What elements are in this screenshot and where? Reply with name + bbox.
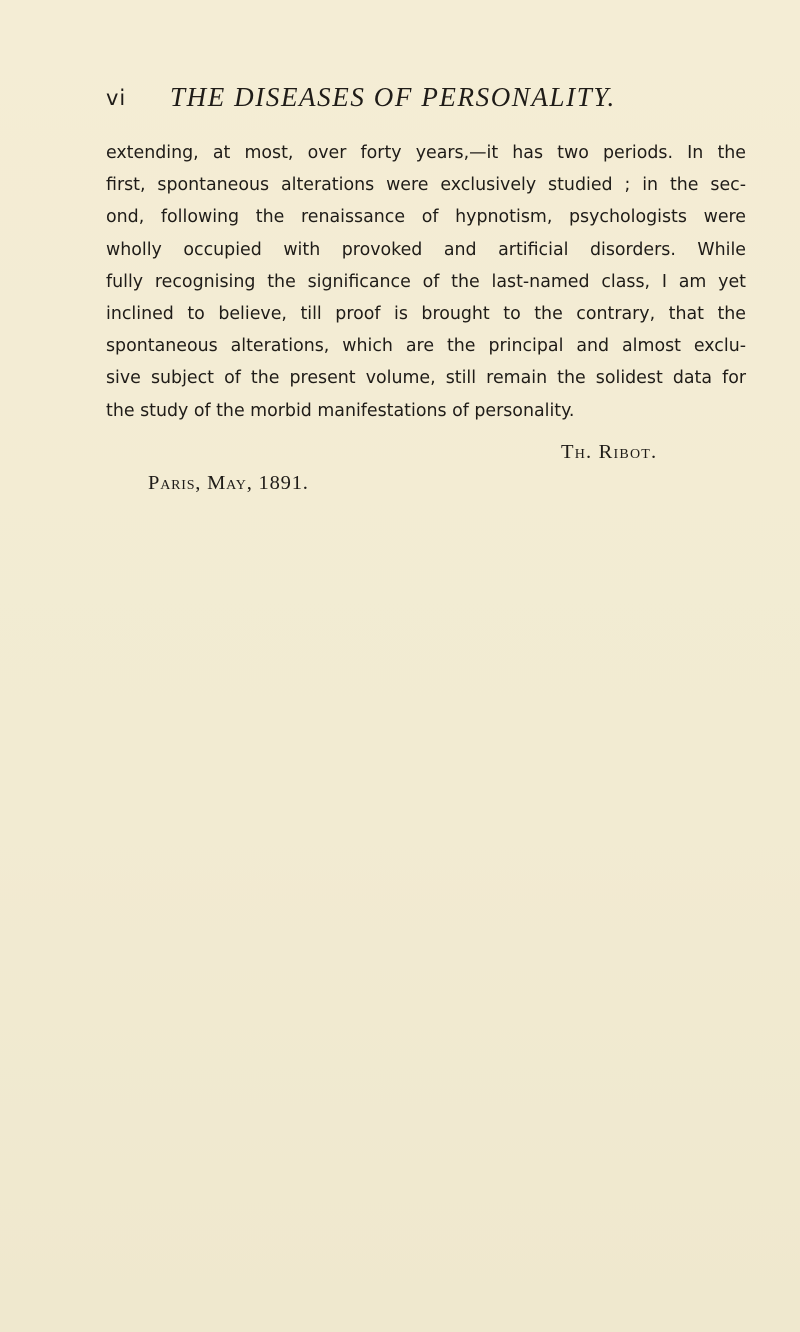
body-paragraph xyxy=(106,137,746,427)
text-line: spontaneous alterations, which are the principal and almost exclu- xyxy=(106,336,746,357)
text-line: first, spontaneous alterations were exclusively studied ; in the sec- xyxy=(106,175,746,196)
text-line: extending, at most, over forty years,—it has two periods. In the xyxy=(106,143,746,163)
text-line: fully recognising the significance of the last-named class, I am yet xyxy=(106,271,746,292)
text-line: sive subject of the present volume, still remain the solidest data for xyxy=(106,368,746,389)
text-line: wholly occupied with provoked and artificial disorders. While xyxy=(106,239,746,260)
place-and-date: Paris, May, 1891. xyxy=(148,472,309,494)
page-number: vi xyxy=(106,86,127,110)
running-head xyxy=(106,82,706,116)
running-head-title: THE DISEASES OF PERSONALITY. xyxy=(170,82,616,112)
text-line: the study of the morbid manifestations of personality. xyxy=(106,400,575,421)
text-line: inclined to believe, till proof is brought to the contrary, that the xyxy=(106,303,746,324)
author-signature: Th. Ribot. xyxy=(561,441,658,463)
text-line: ond, following the renaissance of hypnotism, psychologists were xyxy=(106,207,746,228)
